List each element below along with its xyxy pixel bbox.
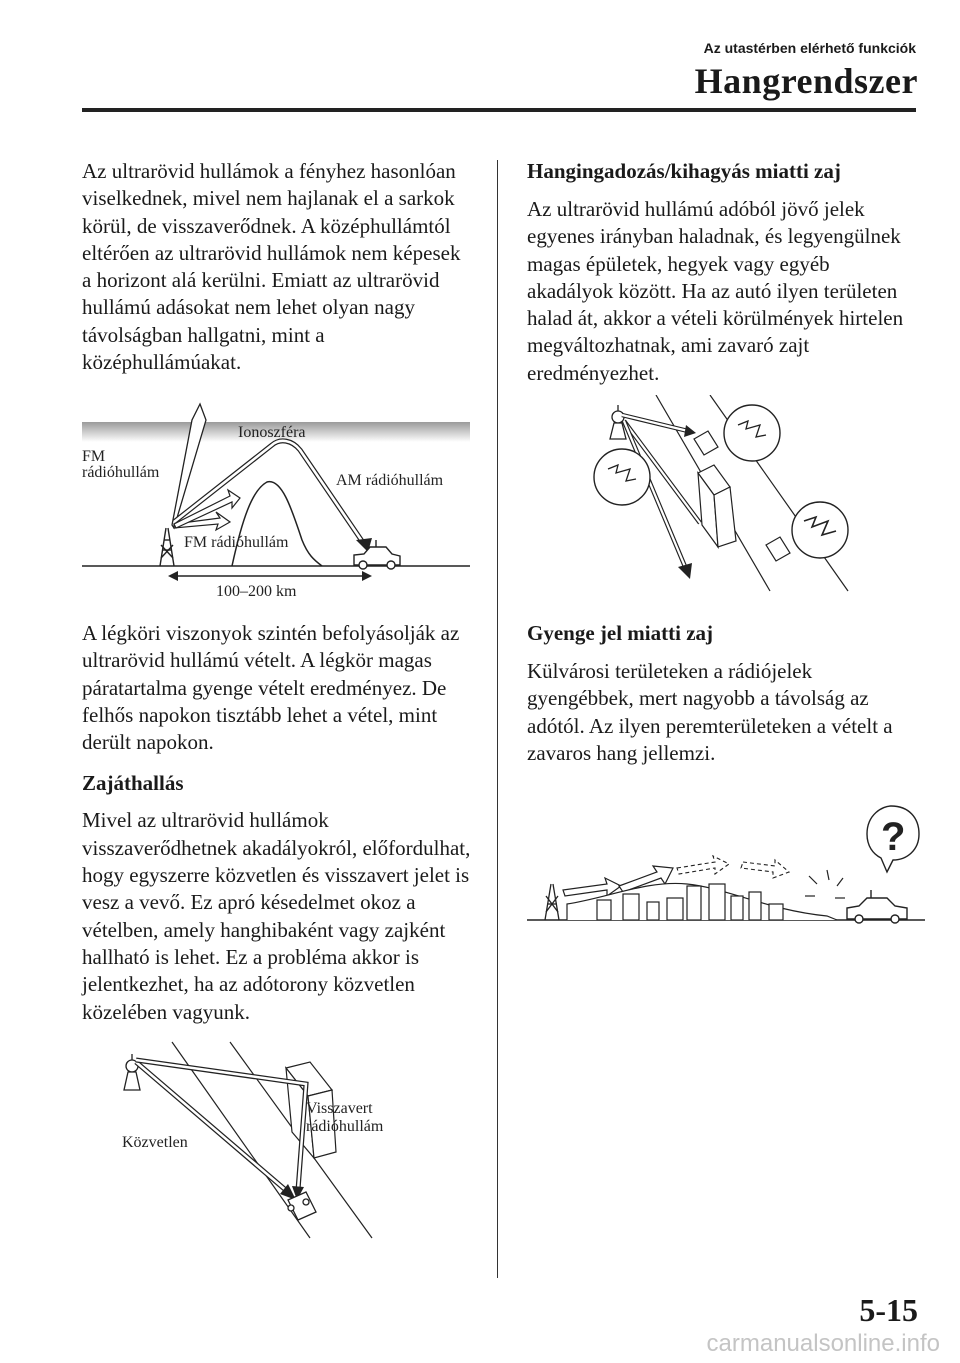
heading-fade: Hangingadozás/kihagyás miatti zaj — [527, 159, 841, 183]
section-title: Az utastérben elérhető funkciók — [703, 40, 916, 56]
column-divider — [497, 160, 498, 1278]
ionosphere-label: Ionoszféra — [238, 424, 306, 441]
reflected-wave-label: Visszavert — [306, 1100, 373, 1117]
paragraph-weak-signal: Külvárosi területeken a rádiójelek gyengébbek, mert nagyobb a távolság az adótól. Az ilyen peremterületeken a vételt a zavaros hang jellemzi. — [527, 659, 893, 765]
right-column-bottom — [527, 620, 919, 767]
signal-arrow-weak-2 — [741, 860, 789, 878]
direct-wave — [136, 1062, 288, 1192]
propagation-figure — [82, 400, 472, 610]
paragraph-atmosphere: A légköri viszonyok szintén befolyásolják az ultrarövid hullámú vételt. A légkör magas páratartalma gyenge vételt eredményez. De felhős napokon tisztább lehet a vétel, mint derült napokon. — [82, 621, 460, 755]
reflected-wave — [136, 1060, 306, 1190]
page-title: Hangrendszer — [694, 61, 918, 101]
radio-tower-icon — [160, 528, 174, 566]
paragraph-fm-behaviour: Az ultrarövid hullámok a fényhez hasonlóan viselkednek, mivel nem hajlanak el a sarkok körül, de visszaverődnek. A középhullámtól eltérően az ultrarövid hullámok nem képesek a horizont alá kerülni. Emiatt az ultrarövid hullámú adásokat nem lehet olyan nagy távolságban hallgatni, mint a középhullámúakat. — [82, 159, 461, 375]
watermark: carmanualsonline.info — [706, 1330, 940, 1357]
multipath-figure — [110, 1040, 410, 1240]
weak-signal-diagram — [527, 800, 927, 930]
question-bubble-icon — [867, 806, 919, 872]
header-rule — [82, 108, 916, 112]
heading-noise: Zajáthallás — [82, 771, 184, 796]
fading-diagram — [590, 395, 855, 595]
left-column-top — [82, 158, 472, 376]
fm-wave-label-top-2: rádióhullám — [82, 464, 160, 481]
static-noise-icon — [805, 870, 845, 898]
paragraph-noise: Mivel az ultrarövid hullámok visszaverődhetnek akadályokról, előfordulhat, hogy egyszerre közvetlen és visszavert jelet is vesz a vevő. Ez apró késedelmet okoz a vételben, amely hanghibaként vagy zajként hallható is lehet. Ez a probléma akkor is jelentkezhet, ha az adótorony közvetlen közelében vagyunk. — [82, 808, 471, 1024]
noise-bubble-icon — [724, 405, 780, 461]
fm-wave-label-top: FM — [82, 448, 106, 465]
am-wave — [174, 441, 364, 544]
signal-arrow-weak — [677, 856, 729, 874]
page-number: 5-15 — [859, 1292, 918, 1328]
noise-bubble-icon — [594, 449, 650, 505]
weak-signal-figure — [527, 800, 927, 930]
radio-tower-icon — [545, 884, 559, 920]
fading-figure — [590, 395, 855, 595]
direct-wave-label: Közvetlen — [122, 1134, 188, 1151]
am-wave-label: AM rádióhullám — [336, 472, 444, 489]
mountain-shape — [232, 482, 322, 566]
car-icon — [847, 890, 907, 923]
fm-wave-label-bottom: FM rádióhullám — [184, 534, 289, 551]
reflected-wave-label-2: rádióhullám — [306, 1118, 384, 1135]
left-column-middle — [82, 620, 474, 1026]
building-icon — [698, 465, 736, 547]
svg-text:?: ? — [881, 815, 906, 859]
right-column-top — [527, 158, 919, 387]
heading-weak-signal: Gyenge jel miatti zaj — [527, 621, 714, 645]
paragraph-fade: Az ultrarövid hullámú adóból jövő jelek egyenes irányban haladnak, és legyengülnek magas épületek, hegyek vagy egyéb akadályok között. Ha az autó ilyen területen halad át, akkor a vételi körülmények hirtelen megváltozhatnak, ami zavaró zajt eredményezhet. — [527, 197, 904, 385]
noise-bubble-icon — [792, 502, 848, 558]
distance-label: 100–200 km — [216, 583, 297, 600]
